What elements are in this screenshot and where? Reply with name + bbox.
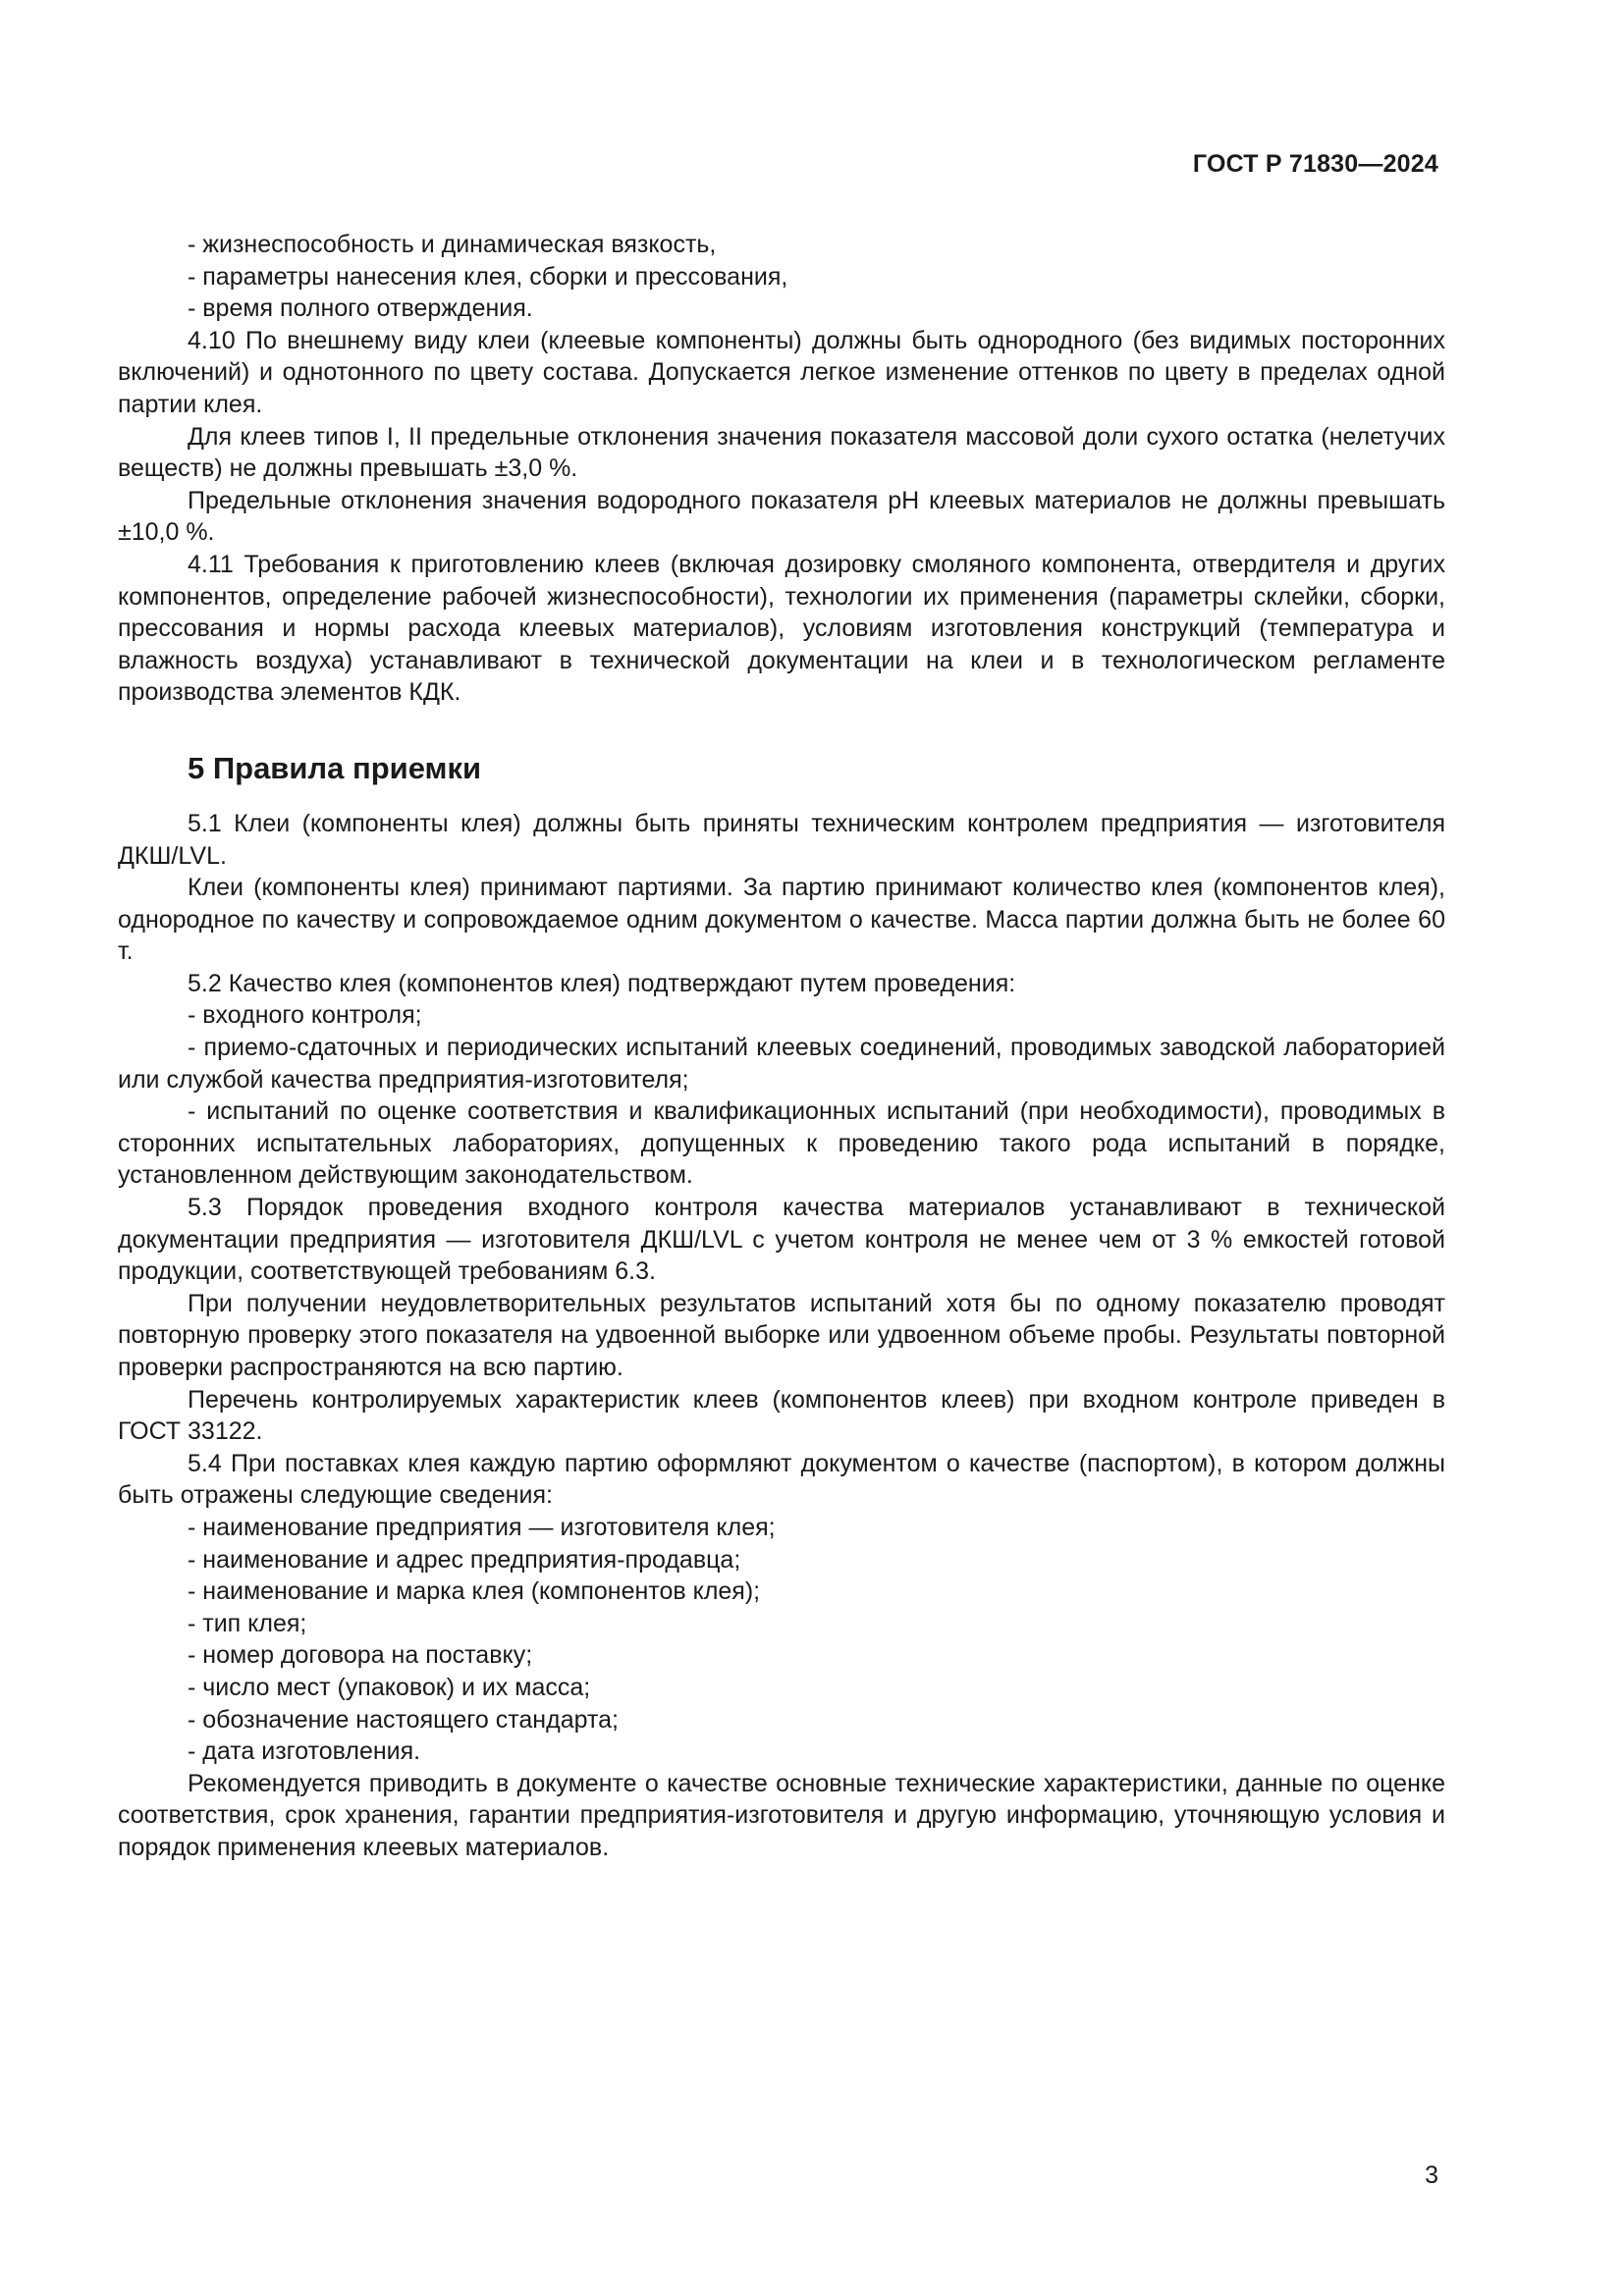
list-item: - обозначение настоящего стандарта; (188, 1705, 619, 1734)
paragraph: Клеи (компоненты клея) принимают партиями. За партию принимают количество клея (компонентов клея), однородное по качеству и сопровождаемое одним документом о качестве. Масса партии должна быть не более 60 т. (118, 874, 1445, 966)
list-item: - входного контроля; (188, 1001, 422, 1030)
list-item: - число мест (упаковок) и их масса; (188, 1673, 591, 1701)
document-header-id: ГОСТ Р 71830—2024 (1192, 150, 1438, 178)
paragraph: При получении неудовлетворительных результатов испытаний хотя бы по одному показателю проводят повторную проверку этого показателя на удвоенной выборке или удвоенном объеме пробы. Результаты повторной проверки распространяются на всю партию. (118, 1289, 1445, 1381)
list-item: - жизнеспособность и динамическая вязкость, (188, 231, 717, 258)
paragraph-5-4: 5.4 При поставках клея каждую партию оформляют документом о качестве (паспортом), в котором должны быть отражены следующие сведения: (118, 1449, 1445, 1510)
list-item: - наименование и марка клея (компонентов клея); (188, 1577, 761, 1606)
list-item: - параметры нанесения клея, сборки и прессования, (188, 262, 788, 291)
paragraph: Перечень контролируемых характеристик клеев (компонентов клеев) при входном контроле приведен в ГОСТ 33122. (118, 1385, 1445, 1446)
list-item: - испытаний по оценке соответствия и квалификационных испытаний (при необходимости), проводимых в сторонних испытательных лабораториях, допущенных к проведению такого рода испытаний в порядке, установленном действующим законодательством. (118, 1097, 1445, 1190)
paragraph-5-3: 5.3 Порядок проведения входного контроля качества материалов устанавливают в технической документации предприятия — изготовителя ДКШ/LVL с учетом контроля не менее чем от 3 % емкостей готовой продукции, соответствующей требованиям 6.3. (118, 1194, 1445, 1286)
list-item: - приемо-сдаточных и периодических испытаний клеевых соединений, проводимых заводской лабораторией или службой качества предприятия-изготовителя; (118, 1034, 1445, 1094)
list-item: - наименование и адрес предприятия-продавца; (188, 1545, 741, 1574)
list-item: - дата изготовления. (188, 1737, 421, 1766)
paragraph-5-2: 5.2 Качество клея (компонентов клея) подтверждают путем проведения: (188, 969, 1016, 997)
list-item: - время полного отверждения. (188, 294, 533, 323)
paragraph: Рекомендуется приводить в документе о качестве основные технические характеристики, данные по оценке соответствия, срок хранения, гарантии предприятия-изготовителя и другую информацию, уточняющую условия и порядок применения клеевых материалов. (118, 1769, 1445, 1861)
paragraph-4-10: 4.10 По внешнему виду клеи (клеевые компоненты) должны быть однородного (без видимых посторонних включений) и однотонного по цвету состава. Допускается легкое изменение оттенков по цвету в пределах одной партии клея. (118, 326, 1445, 418)
paragraph-4-11: 4.11 Требования к приготовлению клеев (включая дозировку смоляного компонента, отвердителя и других компонентов, определение рабочей жизнеспособности), технологии их применения (параметры склейки, сборки, прессования и нормы расхода клеевых материалов), условиям изготовления конструкций (температура и влажность воздуха) устанавливают в технической документации на клеи и в технологическом регламенте производства элементов КДК. (118, 550, 1445, 707)
list-item: - номер договора на поставку; (188, 1641, 533, 1670)
list-item: - тип клея; (188, 1609, 307, 1637)
section-heading-5: 5 Правила приемки (188, 750, 482, 785)
list-item: - наименование предприятия — изготовителя клея; (188, 1513, 776, 1541)
paragraph-5-1: 5.1 Клеи (компоненты клея) должны быть приняты техническим контролем предприятия — изготовителя ДКШ/LVL. (118, 809, 1445, 870)
page-number: 3 (1425, 2162, 1438, 2189)
document-body (118, 229, 1445, 1864)
paragraph: Предельные отклонения значения водородного показателя pH клеевых материалов не должны превышать ±10,0 %. (118, 486, 1445, 547)
paragraph: Для клеев типов I, II предельные отклонения значения показателя массовой доли сухого остатка (нелетучих веществ) не должны превышать ±3,0 %. (118, 422, 1445, 483)
